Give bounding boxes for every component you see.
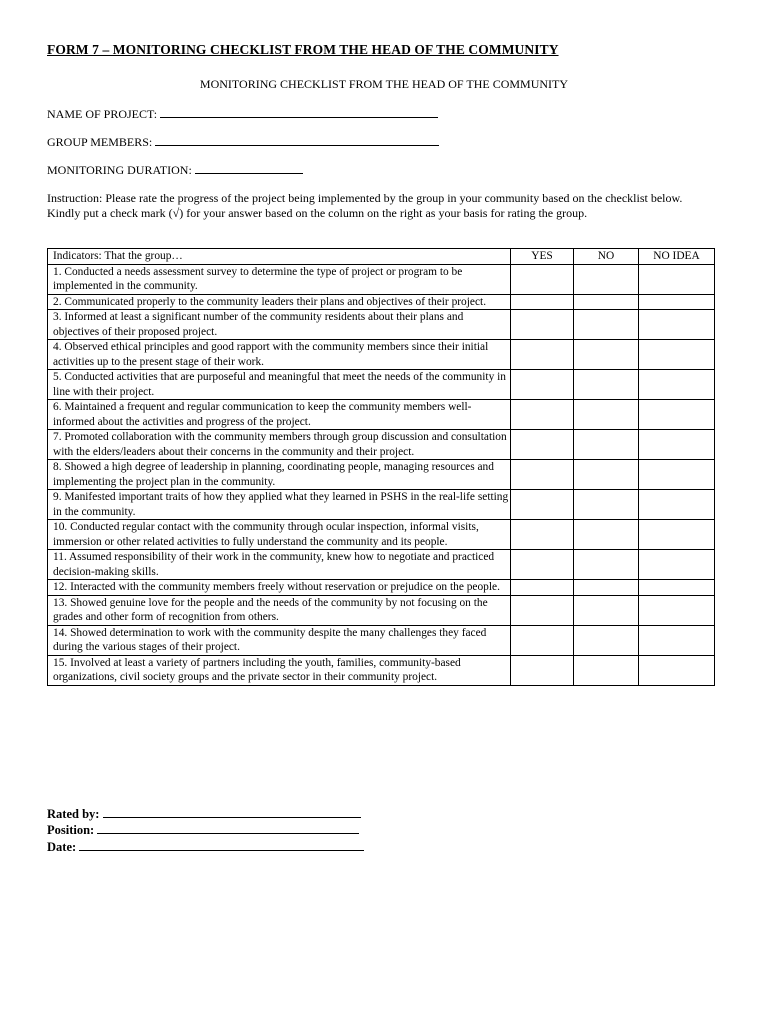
header-yes: YES bbox=[511, 249, 574, 265]
check-cell-no-idea[interactable] bbox=[639, 310, 715, 340]
rated-by-field bbox=[47, 806, 361, 822]
check-cell-no[interactable] bbox=[574, 294, 639, 310]
check-cell-no[interactable] bbox=[574, 655, 639, 685]
table-row bbox=[48, 340, 715, 370]
check-cell-no-idea[interactable] bbox=[639, 294, 715, 310]
check-cell-no[interactable] bbox=[574, 595, 639, 625]
date-blank[interactable] bbox=[79, 839, 364, 851]
indicator-text: 13. Showed genuine love for the people and the needs of the community by not focusing on the grades and other form of recognition from others. bbox=[53, 596, 488, 623]
indicator-text: 15. Involved at least a variety of partners including the youth, families, community-based organizations, civil society groups and the private sector in their community project. bbox=[53, 656, 461, 683]
indicator-cell bbox=[48, 370, 511, 400]
check-cell-no[interactable] bbox=[574, 370, 639, 400]
indicator-text: 11. Assumed responsibility of their work in the community, knew how to negotiate and practiced decision-making skills. bbox=[53, 551, 495, 578]
rated-by-label: Rated by: bbox=[47, 807, 100, 821]
table-row bbox=[48, 400, 715, 430]
indicator-cell bbox=[48, 520, 511, 550]
check-cell-no-idea[interactable] bbox=[639, 400, 715, 430]
check-cell-no-idea[interactable] bbox=[639, 370, 715, 400]
check-cell-yes[interactable] bbox=[511, 625, 574, 655]
indicator-text: 10. Conducted regular contact with the community through ocular inspection, informal visits, immersion or other related activities to fully understand the community and its people. bbox=[53, 521, 479, 548]
table-row bbox=[48, 460, 715, 490]
table-row bbox=[48, 490, 715, 520]
check-cell-no-idea[interactable] bbox=[639, 264, 715, 294]
check-cell-no[interactable] bbox=[574, 580, 639, 596]
check-cell-no[interactable] bbox=[574, 520, 639, 550]
date-label: Date: bbox=[47, 840, 77, 854]
indicator-cell bbox=[48, 264, 511, 294]
indicator-text: 9. Manifested important traits of how they applied what they learned in PSHS in the real-life setting in the community. bbox=[53, 491, 509, 518]
checklist-table bbox=[47, 248, 715, 686]
check-cell-no-idea[interactable] bbox=[639, 550, 715, 580]
check-cell-no-idea[interactable] bbox=[639, 460, 715, 490]
check-cell-yes[interactable] bbox=[511, 580, 574, 596]
header-no: NO bbox=[574, 249, 639, 265]
indicator-cell bbox=[48, 490, 511, 520]
check-cell-no-idea[interactable] bbox=[639, 490, 715, 520]
indicator-text: 12. Interacted with the community members freely without reservation or prejudice on the people. bbox=[53, 581, 500, 593]
indicator-text: 6. Maintained a frequent and regular communication to keep the community members well-informed about the activities and progress of the project. bbox=[53, 401, 472, 428]
position-label: Position: bbox=[47, 823, 95, 837]
indicator-cell bbox=[48, 460, 511, 490]
check-cell-no[interactable] bbox=[574, 310, 639, 340]
header-no-idea: NO IDEA bbox=[639, 249, 715, 265]
table-row bbox=[48, 655, 715, 685]
indicator-cell bbox=[48, 340, 511, 370]
table-row bbox=[48, 580, 715, 596]
check-cell-no-idea[interactable] bbox=[639, 340, 715, 370]
check-cell-yes[interactable] bbox=[511, 550, 574, 580]
indicator-text: 1. Conducted a needs assessment survey to determine the type of project or program to be implemented in the community. bbox=[53, 265, 463, 292]
group-members-blank[interactable] bbox=[155, 134, 439, 146]
check-cell-no-idea[interactable] bbox=[639, 430, 715, 460]
table-row bbox=[48, 625, 715, 655]
check-cell-no[interactable] bbox=[574, 460, 639, 490]
monitoring-duration-field bbox=[47, 162, 303, 178]
table-row bbox=[48, 430, 715, 460]
date-field bbox=[47, 839, 364, 855]
instruction-text: Instruction: Please rate the progress of the project being implemented by the group in your community based on the checklist below. Kindly put a check mark (√) for your answer based on the column on the right as your basis for rating the group. bbox=[47, 191, 683, 220]
indicator-cell bbox=[48, 430, 511, 460]
table-row bbox=[48, 294, 715, 310]
check-cell-yes[interactable] bbox=[511, 370, 574, 400]
table-header-row bbox=[48, 249, 715, 265]
indicator-text: 5. Conducted activities that are purposeful and meaningful that meet the needs of the community in line with their project. bbox=[53, 371, 506, 398]
group-members-label: GROUP MEMBERS: bbox=[47, 135, 153, 149]
project-name-field bbox=[47, 106, 438, 122]
group-members-field bbox=[47, 134, 439, 150]
indicator-cell bbox=[48, 400, 511, 430]
position-blank[interactable] bbox=[97, 822, 359, 834]
project-name-label: NAME OF PROJECT: bbox=[47, 107, 158, 121]
check-cell-yes[interactable] bbox=[511, 310, 574, 340]
table-row bbox=[48, 370, 715, 400]
check-cell-no-idea[interactable] bbox=[639, 655, 715, 685]
position-field bbox=[47, 822, 359, 838]
table-row bbox=[48, 550, 715, 580]
check-cell-no[interactable] bbox=[574, 550, 639, 580]
project-name-blank[interactable] bbox=[160, 106, 438, 118]
check-cell-no[interactable] bbox=[574, 264, 639, 294]
indicator-cell bbox=[48, 550, 511, 580]
check-cell-yes[interactable] bbox=[511, 655, 574, 685]
indicator-text: 4. Observed ethical principles and good rapport with the community members since their initial activities up to the present stage of their work. bbox=[53, 341, 489, 368]
indicator-cell bbox=[48, 625, 511, 655]
check-cell-no[interactable] bbox=[574, 430, 639, 460]
monitoring-duration-label: MONITORING DURATION: bbox=[47, 163, 192, 177]
check-cell-no-idea[interactable] bbox=[639, 625, 715, 655]
check-cell-no[interactable] bbox=[574, 400, 639, 430]
check-cell-no[interactable] bbox=[574, 625, 639, 655]
indicator-text: 7. Promoted collaboration with the community members through group discussion and consultation with the elders/leaders about their concerns in the community and their project. bbox=[53, 431, 507, 458]
check-cell-yes[interactable] bbox=[511, 520, 574, 550]
indicator-text: 2. Communicated properly to the community leaders their plans and objectives of their project. bbox=[53, 295, 487, 308]
rated-by-blank[interactable] bbox=[103, 806, 361, 818]
table-row bbox=[48, 520, 715, 550]
check-cell-no-idea[interactable] bbox=[639, 520, 715, 550]
check-cell-yes[interactable] bbox=[511, 264, 574, 294]
check-cell-yes[interactable] bbox=[511, 430, 574, 460]
indicator-cell bbox=[48, 294, 511, 310]
checklist-subtitle: MONITORING CHECKLIST FROM THE HEAD OF THE COMMUNITY bbox=[199, 77, 569, 91]
table-row bbox=[48, 264, 715, 294]
table-row bbox=[48, 595, 715, 625]
indicator-text: 3. Informed at least a significant number of the community residents about their plans and objectives of their proposed project. bbox=[53, 311, 464, 338]
indicator-cell bbox=[48, 580, 511, 596]
check-cell-no[interactable] bbox=[574, 340, 639, 370]
check-cell-no-idea[interactable] bbox=[639, 595, 715, 625]
form-title: FORM 7 – MONITORING CHECKLIST FROM THE HEAD OF THE COMMUNITY bbox=[47, 42, 559, 57]
check-cell-yes[interactable] bbox=[511, 340, 574, 370]
check-cell-yes[interactable] bbox=[511, 490, 574, 520]
check-cell-yes[interactable] bbox=[511, 595, 574, 625]
header-indicators: Indicators: That the group… bbox=[48, 249, 511, 265]
indicator-text: 14. Showed determination to work with the community despite the many challenges they faced during the various stages of their project. bbox=[53, 626, 487, 653]
indicator-cell bbox=[48, 310, 511, 340]
check-cell-yes[interactable] bbox=[511, 460, 574, 490]
check-cell-yes[interactable] bbox=[511, 400, 574, 430]
indicator-text: 8. Showed a high degree of leadership in planning, coordinating people, managing resources and implementing the project plan in the community. bbox=[53, 461, 494, 488]
monitoring-duration-blank[interactable] bbox=[195, 162, 303, 174]
check-cell-no-idea[interactable] bbox=[639, 580, 715, 596]
indicator-cell bbox=[48, 655, 511, 685]
check-cell-yes[interactable] bbox=[511, 294, 574, 310]
indicator-cell bbox=[48, 595, 511, 625]
table-row bbox=[48, 310, 715, 340]
check-cell-no[interactable] bbox=[574, 490, 639, 520]
